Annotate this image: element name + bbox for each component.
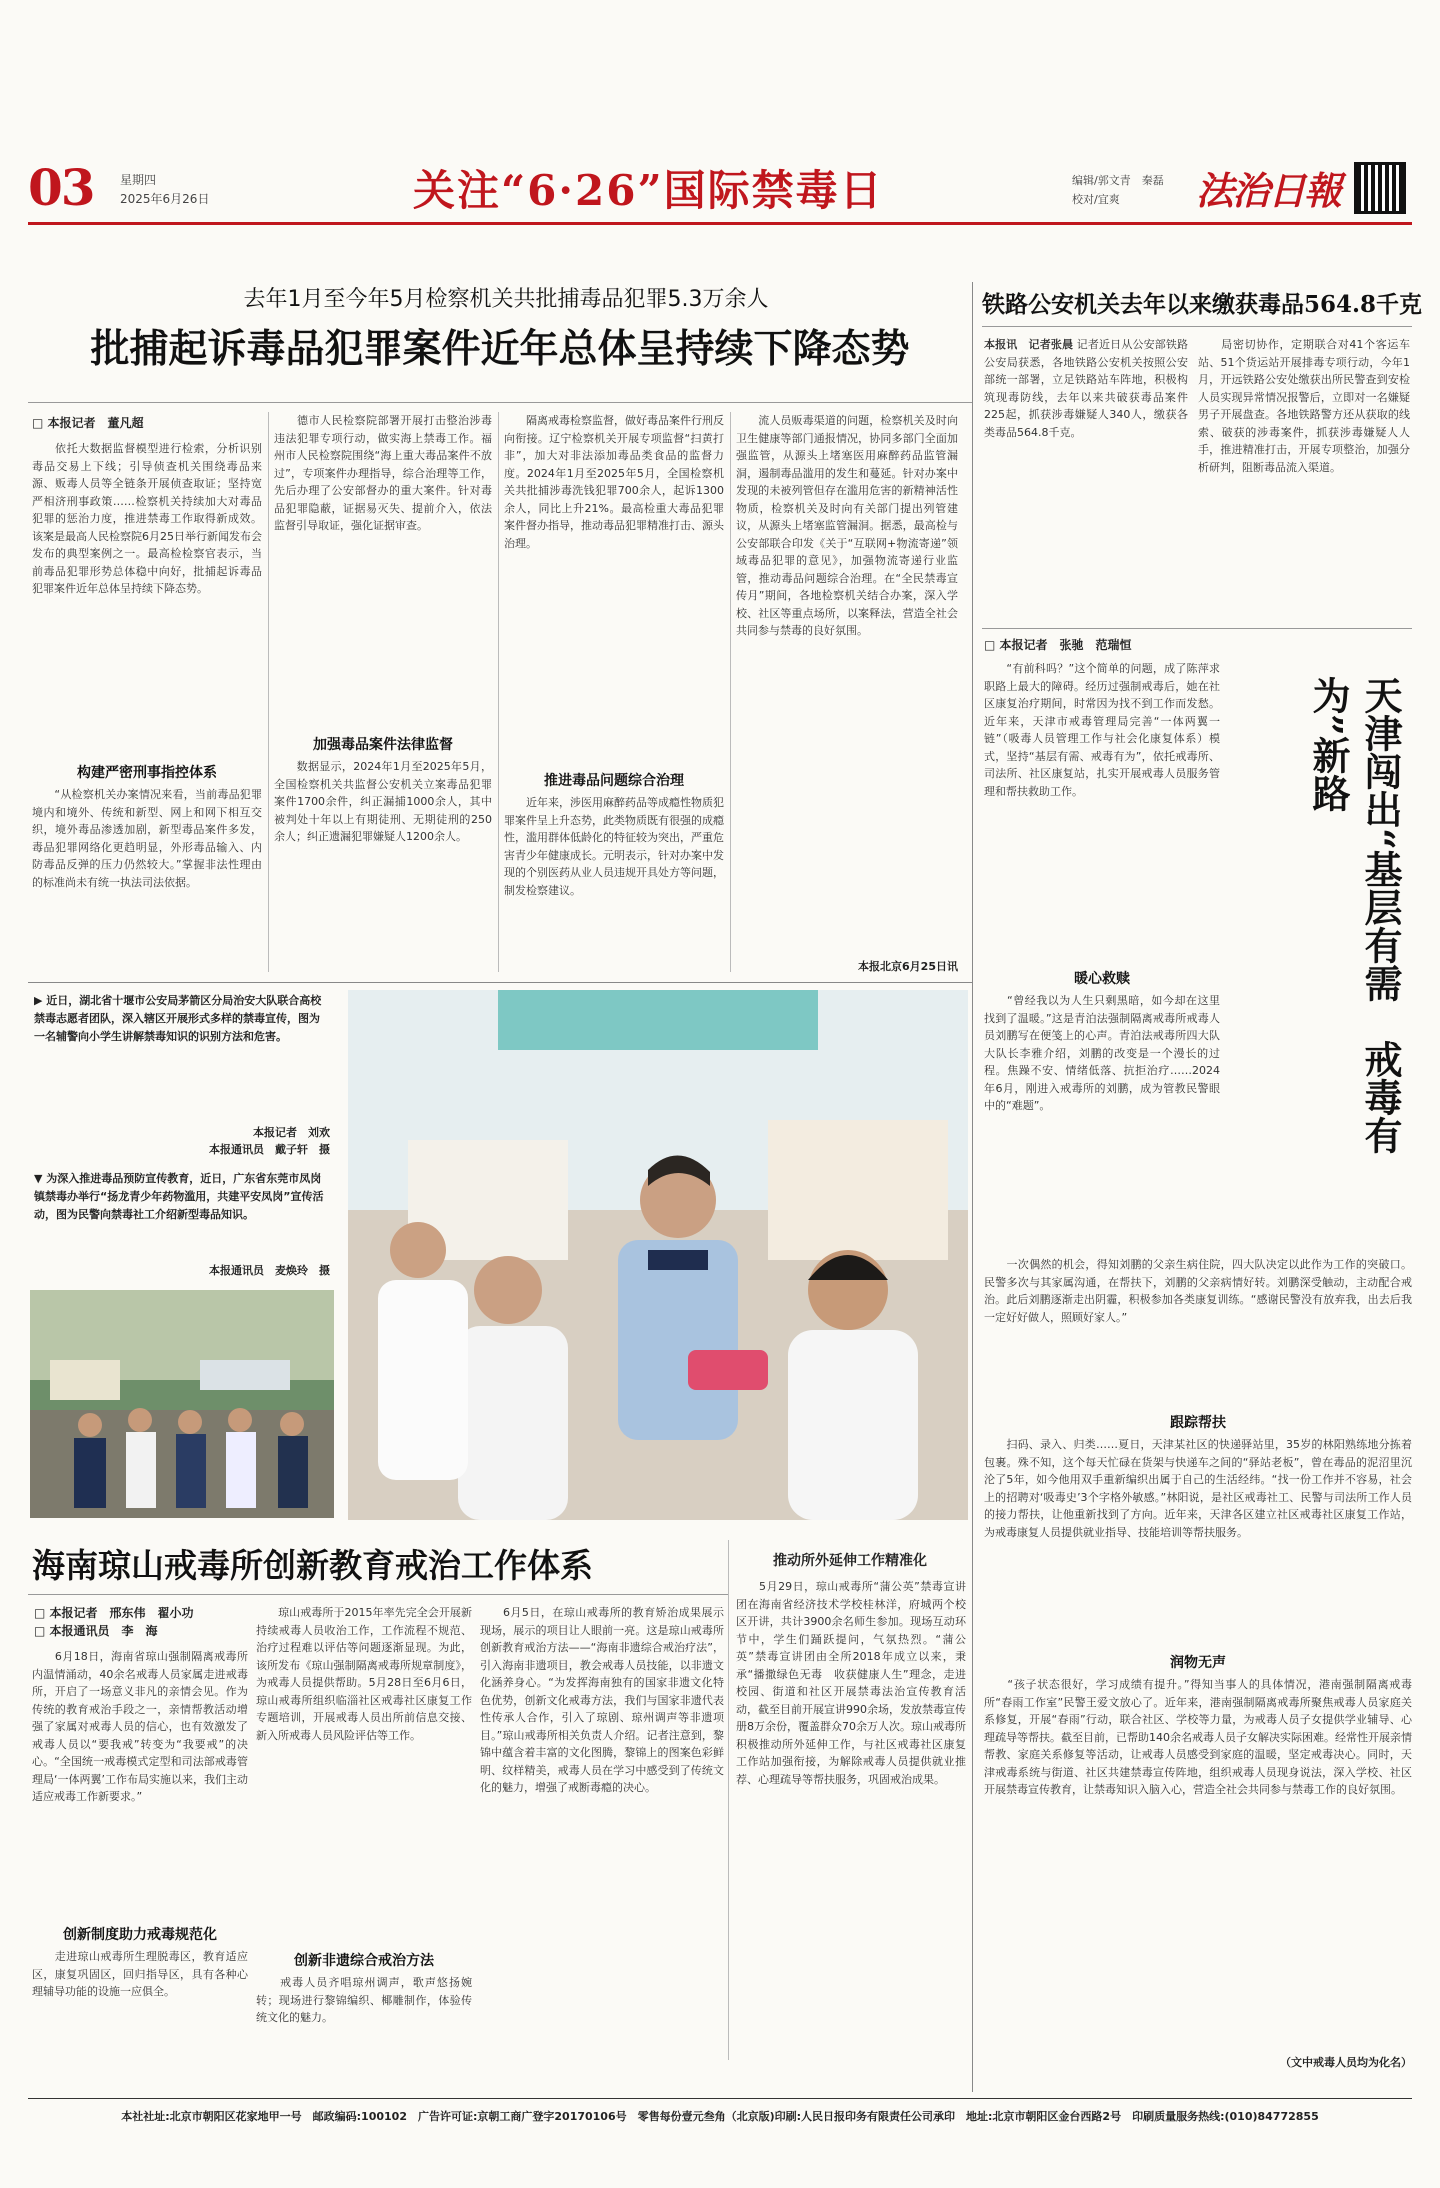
divider <box>982 628 1412 629</box>
article4-col4: 5月29日，琼山戒毒所“蒲公英”禁毒宣讲团在海南省经济技术学校桂林洋，府城两个校区开讲，共计3900余名师生参加。现场互动环节中，学生们踊跃提问，气氛热烈。“蒲公英”禁毒宣讲团由全所2018年成立以来，秉承“播撒绿色无毒 收获健康人生”理念，走进校园、街道和社区开展禁毒法治宣传教育活动，截至目前开展宣讲990余场，发放禁毒宣传册8万余份，覆盖群众70余万人次。琼山戒毒所积极推动所外延伸工作，与社区戒毒社区康复工作站加强衔接，为解除戒毒人员提供就业推荐、心理疏导等帮扶服务，巩固戒治成果。 <box>736 1580 966 1786</box>
article1-col1: 依托大数据监督模型进行检索，分析识别毒品交易上下线；引导侦查机关围绕毒品来源、贩毒人员等全链条开展侦查取证；坚持宽严相济刑事政策……检察机关持续加大对毒品犯罪的惩治力度，推进禁毒工作取得新成效。该案是最高人民检察院6月25日举行新闻发布会发布的典型案例之一。最高检检察官表示，当前毒品犯罪形势总体稳中向好，批捕起诉毒品犯罪案件近年总体呈持续下降态势。 <box>32 442 262 595</box>
article1-byline: □ 本报记者 董凡超 <box>32 416 144 430</box>
article4-col2b: 戒毒人员齐唱琼州调声，歌声悠扬婉转；现场进行黎锦编织、椰雕制作，体验传统文化的魅力。 <box>256 1976 472 2024</box>
article1-col1b: “从检察机关办案情况来看，当前毒品犯罪境内和境外、传统和新型、网上和网下相互交织，境外毒品渗透加剧，新型毒品案件多发，毒品犯罪网络化更趋明显，外形毒品输入、内防毒品反弹的压力仍然较大。”掌握非法性理由的标准尚未有统一执法司法依据。 <box>32 788 262 889</box>
article3-subhead-3: 润物无声 <box>1170 1655 1226 1671</box>
photo-police-social-workers <box>30 1290 334 1518</box>
article3-col1e: “孩子状态很好，学习成绩有提升。”得知当事人的具体情况，港南强制隔离戒毒所“春雨工作室”民警王爱文放心了。近年来，港南强制隔离戒毒所聚焦戒毒人员家庭关系修复，开展“春雨”行动，联合社区、学校等力量，为戒毒人员子女提供学业辅导、心理疏导等帮扶。截至目前，已帮助140余名戒毒人员子女解决实际困难。经常性开展亲情帮教、家庭关系修复等活动，让戒毒人员感受到家庭的温暖，坚定戒毒决心。同时，天津戒毒系统与街道、社区共建禁毒宣传阵地，组织戒毒人员现身说法，深入学校、社区开展禁毒宣传教育，让禁毒知识入脑入心，营造全社会共同参与禁毒工作的良好氛围。 <box>984 1678 1412 1796</box>
article4-col1: 6月18日，海南省琼山强制隔离戒毒所内温情涌动，40余名戒毒人员家属走进戒毒所，开启了一场意义非凡的亲情会见。作为传统的教育戒治手段之一，亲情帮教活动增强了家属对戒毒人员的信心，也有效激发了戒毒人员以“要我戒”转变为“我要戒”的决心。“全国统一戒毒模式定型和司法部戒毒管理局‘一体两翼’工作布局实施以来，我们主动适应戒毒工作新要求。” <box>32 1650 248 1803</box>
article3-headline: 天津闯出“基层有需 戒毒有为”新路 <box>1306 676 1403 1154</box>
article2-col2: 局密切协作，定期联合对41个客运车站、51个货运站开展排毒专项行动，今年1月，开远铁路公安处缴获出所民警查到安检人员实现异常情况报警后，立即对一名嫌疑男子开展盘查。各地铁路警方还从获取的线索、破获的涉毒案件，抓获涉毒嫌疑人人手，推进精准打击，开展专项整治，加强分析研判，阻断毒品流入渠道。 <box>1198 338 1410 474</box>
article1-dateline: 本报北京6月25日讯 <box>858 960 958 973</box>
article1-headline: 批捕起诉毒品犯罪案件近年总体呈持续下降态势 <box>90 326 910 372</box>
article4-subhead-1: 创新制度助力戒毒规范化 <box>63 1927 217 1943</box>
article4-headline: 海南琼山戒毒所创新教育戒治工作体系 <box>32 1546 593 1585</box>
photo2-credit: 本报通讯员 麦焕玲 摄 <box>209 1264 330 1277</box>
editors <box>1072 171 1164 209</box>
article2-headline: 铁路公安机关去年以来缴获毒品564.8千克 <box>982 291 1423 318</box>
article1-subhead-3: 推进毒品问题综合治理 <box>544 773 684 789</box>
page-title: 关注“6·26”国际禁毒日 <box>413 166 884 215</box>
article1-col2b: 数据显示，2024年1月至2025年5月，全国检察机关共监督公安机关立案毒品犯罪案件1700余件，纠正漏捕1000余人，其中被判处十年以上有期徒刑、无期徒刑的250余人；纠正遗漏犯罪嫌疑人1200余人。 <box>274 760 492 843</box>
article4-subhead-3: 推动所外延伸工作精准化 <box>773 1553 927 1569</box>
article1-subhead-2: 加强毒品案件法律监督 <box>313 737 453 753</box>
article3-col1d: 扫码、录入、归类……夏日，天津某社区的快递驿站里，35岁的林阳熟练地分拣着包裹。殊不知，这个每天忙碌在货架与快递车之间的“驿站老板”，曾在毒品的泥沼里沉沦了5年，如今他用双手重新编织出属于自己的生活经纬。“找一份工作并不容易，社会上的招聘对‘吸毒史’3个字格外敏感。”林阳说，是社区戒毒社工、民警与司法所工作人员的接力帮扶，让他重新找到了方向。近年来，天津各区建立社区戒毒社区康复工作站，为戒毒康复人员提供就业指导、技能培训等帮扶服务。 <box>984 1438 1412 1539</box>
column-rule <box>730 412 731 972</box>
article4-col1b: 走进琼山戒毒所生理脱毒区，教育适应区，康复巩固区，回归指导区，具有各种心理辅导功能的设施一应俱全。 <box>32 1950 248 1998</box>
column-rule <box>268 412 269 972</box>
article3-col1c: 一次偶然的机会，得知刘鹏的父亲生病住院，四大队决定以此作为工作的突破口。民警多次与其家属沟通，在帮扶下，刘鹏的父亲病情好转。刘鹏深受触动，主动配合戒治。此后刘鹏逐渐走出阴霾，积极参加各类康复训练。“感谢民警没有放弃我，出去后我一定好好做人，照顾好家人。” <box>984 1258 1412 1324</box>
issue-date <box>120 171 209 209</box>
divider <box>28 1594 728 1595</box>
photo2-caption: ▼ 为深入推进毒品预防宣传教育，近日，广东省东莞市凤岗镇禁毒办举行“扬龙青少年药物滥用，共建平安凤岗”宣传活动，图为民警向禁毒社工介绍新型毒品知识。 <box>34 1172 324 1221</box>
masthead-logo: 法治日報 <box>1196 168 1341 213</box>
article3-credit: （文中戒毒人员均为化名） <box>1280 2056 1412 2069</box>
section-rule <box>972 282 973 2092</box>
article3-subhead-1: 暖心救赎 <box>1074 971 1130 987</box>
article4-subhead-2: 创新非遗综合戒治方法 <box>294 1953 434 1969</box>
article1-col4: 流人员贩毒渠道的问题，检察机关及时向卫生健康等部门通报情况，协同多部门全面加强监管，从源头上堵塞医用麻醉药品监管漏洞，遏制毒品滥用的发生和蔓延。针对办案中发现的未被列管但存在滥用危害的新精神活性物质，检察机关及时向有关部门提出列管建议，从源头上堵塞监管漏洞。据悉，最高检与公安部联合印发《关于“互联网+物流寄递”领域毒品犯罪的意见》，加强物流寄递行业监管，推动毒品问题综合治理。在“全民禁毒宣传月”期间，各地检察机关结合办案，深入学校、社区等重点场所，以案释法，营造全社会共同参与禁毒的良好氛围。 <box>736 414 958 637</box>
article4-col2: 琼山戒毒所于2015年率先完全会开展新持续戒毒人员收治工作，工作流程不规范、治疗过程难以评估等问题逐渐显现。为此，该所发布《琼山强制隔离戒毒所规章制度》，为戒毒人员提供帮助。5月28日至6月6日，琼山戒毒所组织临淄社区戒毒社区康复工作专题培训，开展戒毒人员出所前信息交接、新入所戒毒人员风险评估等工作。 <box>256 1606 472 1742</box>
photo1-credit: 本报记者 刘欢 本报通讯员 戴子轩 摄 <box>209 1126 330 1156</box>
article1-col3: 隔离戒毒检察监督，做好毒品案件行刑反向衔接。辽宁检察机关开展专项监督“扫黄打非”，加大对非法添加毒品类食品的监督力度。2024年1月至2025年5月，全国检察机关共批捕涉毒洗钱犯罪700余人，起诉1300余人，同比上升21%。最高检重大毒品犯罪案件督办指导，推动毒品犯罪精准打击、源头治理。 <box>504 414 724 550</box>
article1-subhead-1: 构建严密刑事指控体系 <box>77 765 217 781</box>
page-number: 03 <box>28 158 94 217</box>
photo1-caption: ▶ 近日，湖北省十堰市公安局茅箭区分局治安大队联合高校禁毒志愿者团队，深入辖区开展形式多样的禁毒宣传，图为一名辅警向小学生讲解禁毒知识的识别方法和危害。 <box>34 994 322 1043</box>
column-rule <box>728 1540 729 2060</box>
article4-col3: 6月5日，在琼山戒毒所的教育矫治成果展示现场，展示的项目让人眼前一亮。这是琼山戒毒所创新教育戒治方法——“海南非遗综合戒治疗法”，引入海南非遗项目，教会戒毒人员技能，以非遗文化涵养身心。“为发挥海南独有的国家非遗文化特色优势，创新文化戒毒方法，我们与国家非遗代表性传承人合作，引入了琼剧、琼州调声等非遗项目。”琼山戒毒所相关负责人介绍。记者注意到，黎锦中蕴含着丰富的文化图腾，黎锦上的图案色彩鲜明、纹样精美，戒毒人员在学习中感受到了传统文化的魅力，增强了戒断毒瘾的决心。 <box>480 1606 724 1794</box>
divider <box>28 402 972 403</box>
date: 2025年6月26日 <box>120 192 210 206</box>
article3-col1: “有前科吗？”这个简单的问题，成了陈萍求职路上最大的障碍。经历过强制戒毒后，她在社区康复治疗期间，时常因为找不到工作而发愁。近年来，天津市戒毒管理局完善“一体两翼一链”（吸毒人员管理工作与社会化康复体系）模式，坚持“基层有需、戒毒有为”，依托戒毒所、司法所、社区康复站，扎实开展戒毒人员服务管理和帮扶救助工作。 <box>984 662 1220 798</box>
column-rule <box>498 412 499 972</box>
divider <box>28 982 972 983</box>
article1-col3b: 近年来，涉医用麻醉药品等成瘾性物质犯罪案件呈上升态势，此类物质既有很强的成瘾性，滥用群体低龄化的特征较为突出，严重危害青少年健康成长。元明表示，针对办案中发现的个别医药从业人员违规开具处方等问题，制发检察建议。 <box>504 796 724 897</box>
article3-subhead-2: 跟踪帮扶 <box>1170 1415 1226 1431</box>
weekday: 星期四 <box>120 173 157 187</box>
article1-col2: 德市人民检察院部署开展打击整治涉毒违法犯罪专项行动，做实海上禁毒工作。福州市人民检察院围绕“海上重大毒品案件不放过”，专项案件办理指导，综合治理等工作，先后办理了公安部督办的重大案件。针对毒品犯罪隐蔽，证据易灭失、提前介入，依法监督引导取证，强化证据审查。 <box>274 414 492 532</box>
proofreader: 校对/宜爽 <box>1072 193 1120 206</box>
article3-byline: □ 本报记者 张驰 范瑞恒 <box>984 638 1132 652</box>
qr-code-icon <box>1354 162 1406 214</box>
article2-lead: 记者近日从公安部铁路公安局获悉，各地铁路公安机关按照公安部统一部署，立足铁路站车阵地，积极构筑现毒防线，去年以来共破获毒品案件225起，抓获涉毒嫌疑人340人，缴获各类毒品564.8千克。 <box>984 338 1188 439</box>
footer-imprint: 本社社址:北京市朝阳区花家地甲一号 邮政编码:100102 广告许可证:京朝工商广登字20170106号 零售每份壹元叁角（北京版)印刷:人民日报印务有限责任公司承印 地址:北京市朝阳区金台西路2号 印刷质量服务热线:(010)84772855 <box>121 2110 1319 2123</box>
article2-col1 <box>984 336 1188 620</box>
photo-officer-with-students <box>348 990 968 1520</box>
divider <box>982 326 1412 327</box>
article3-col1b: “曾经我以为人生只剩黑暗，如今却在这里找到了温暖。”这是青泊法强制隔离戒毒所戒毒人员刘鹏写在便笺上的心声。青泊法戒毒所四大队大队长李雅介绍，刘鹏的改变是一个漫长的过程。焦躁不安、情绪低落、抗拒治疗……2024年6月，刚进入戒毒所的刘鹏，成为管教民警眼中的“难题”。 <box>984 994 1220 1112</box>
article4-byline: □ 本报记者 邢东伟 翟小功 □ 本报通讯员 李 海 <box>34 1606 194 1638</box>
article1-kicker: 去年1月至今年5月检察机关共批捕毒品犯罪5.3万余人 <box>243 287 769 312</box>
article2-byline: 本报讯 记者张晨 <box>984 338 1074 351</box>
footer-rule <box>28 2098 1412 2099</box>
header-rule <box>28 222 1412 225</box>
editor: 编辑/郭文青 秦磊 <box>1072 174 1164 187</box>
